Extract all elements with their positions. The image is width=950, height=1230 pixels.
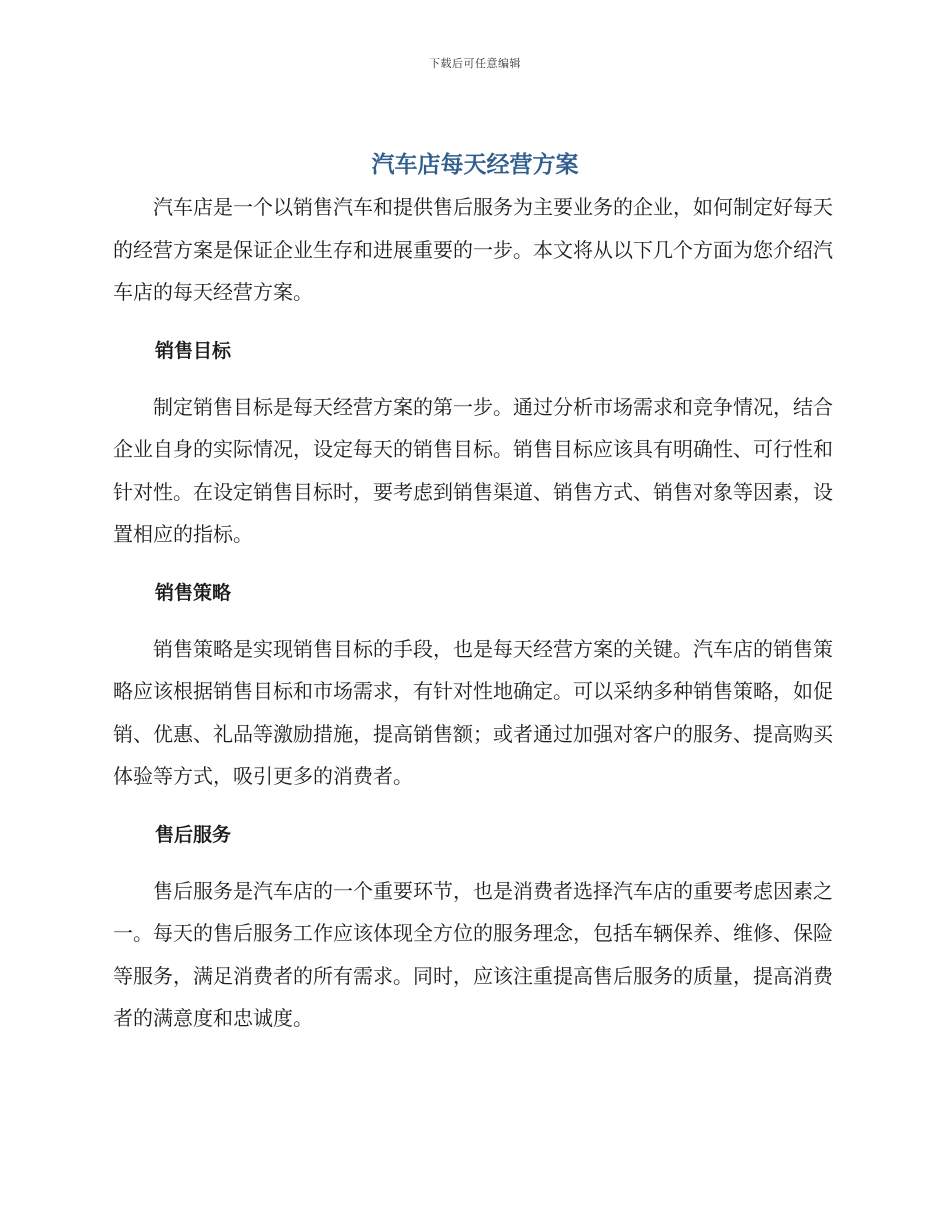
section-body-after-sales: 售后服务是汽车店的一个重要环节，也是消费者选择汽车店的重要考虑因素之一。每天的售后服务工作应该体现全方位的服务理念，包括车辆保养、维修、保险等服务，满足消费者的所有需求。同时，应该注重提高售后服务的质量，提高消费者的满意度和忠诚度。	[113, 878, 833, 1030]
header-note: 下载后可任意编辑	[429, 57, 521, 70]
section-heading-sales-target: 销售目标	[155, 339, 232, 362]
spacer	[113, 608, 833, 628]
spacer	[113, 366, 833, 386]
spacer	[113, 850, 833, 870]
section-heading-after-sales: 售后服务	[155, 823, 232, 846]
section-body-sales-target: 制定销售目标是每天经营方案的第一步。通过分析市场需求和竞争情况，结合企业自身的实际情况，设定每天的销售目标。销售目标应该具有明确性、可行性和针对性。在设定销售目标时，要考虑到销售渠道、销售方式、销售对象等因素，设置相应的指标。	[113, 394, 833, 546]
spacer	[113, 314, 833, 336]
section-heading-sales-strategy: 销售策略	[155, 581, 232, 604]
document-body	[113, 186, 833, 1040]
intro-paragraph: 汽车店是一个以销售汽车和提供售后服务为主要业务的企业，如何制定好每天的经营方案是保证企业生存和进展重要的一步。本文将从以下几个方面为您介绍汽车店的每天经营方案。	[113, 195, 833, 304]
spacer	[113, 798, 833, 820]
spacer	[113, 556, 833, 578]
section-body-sales-strategy: 销售策略是实现销售目标的手段，也是每天经营方案的关键。汽车店的销售策略应该根据销售目标和市场需求，有针对性地确定。可以采纳多种销售策略，如促销、优惠、礼品等激励措施，提高销售额；或者通过加强对客户的服务、提高购买体验等方式，吸引更多的消费者。	[113, 636, 833, 788]
document-title: 汽车店每天经营方案	[371, 152, 579, 178]
